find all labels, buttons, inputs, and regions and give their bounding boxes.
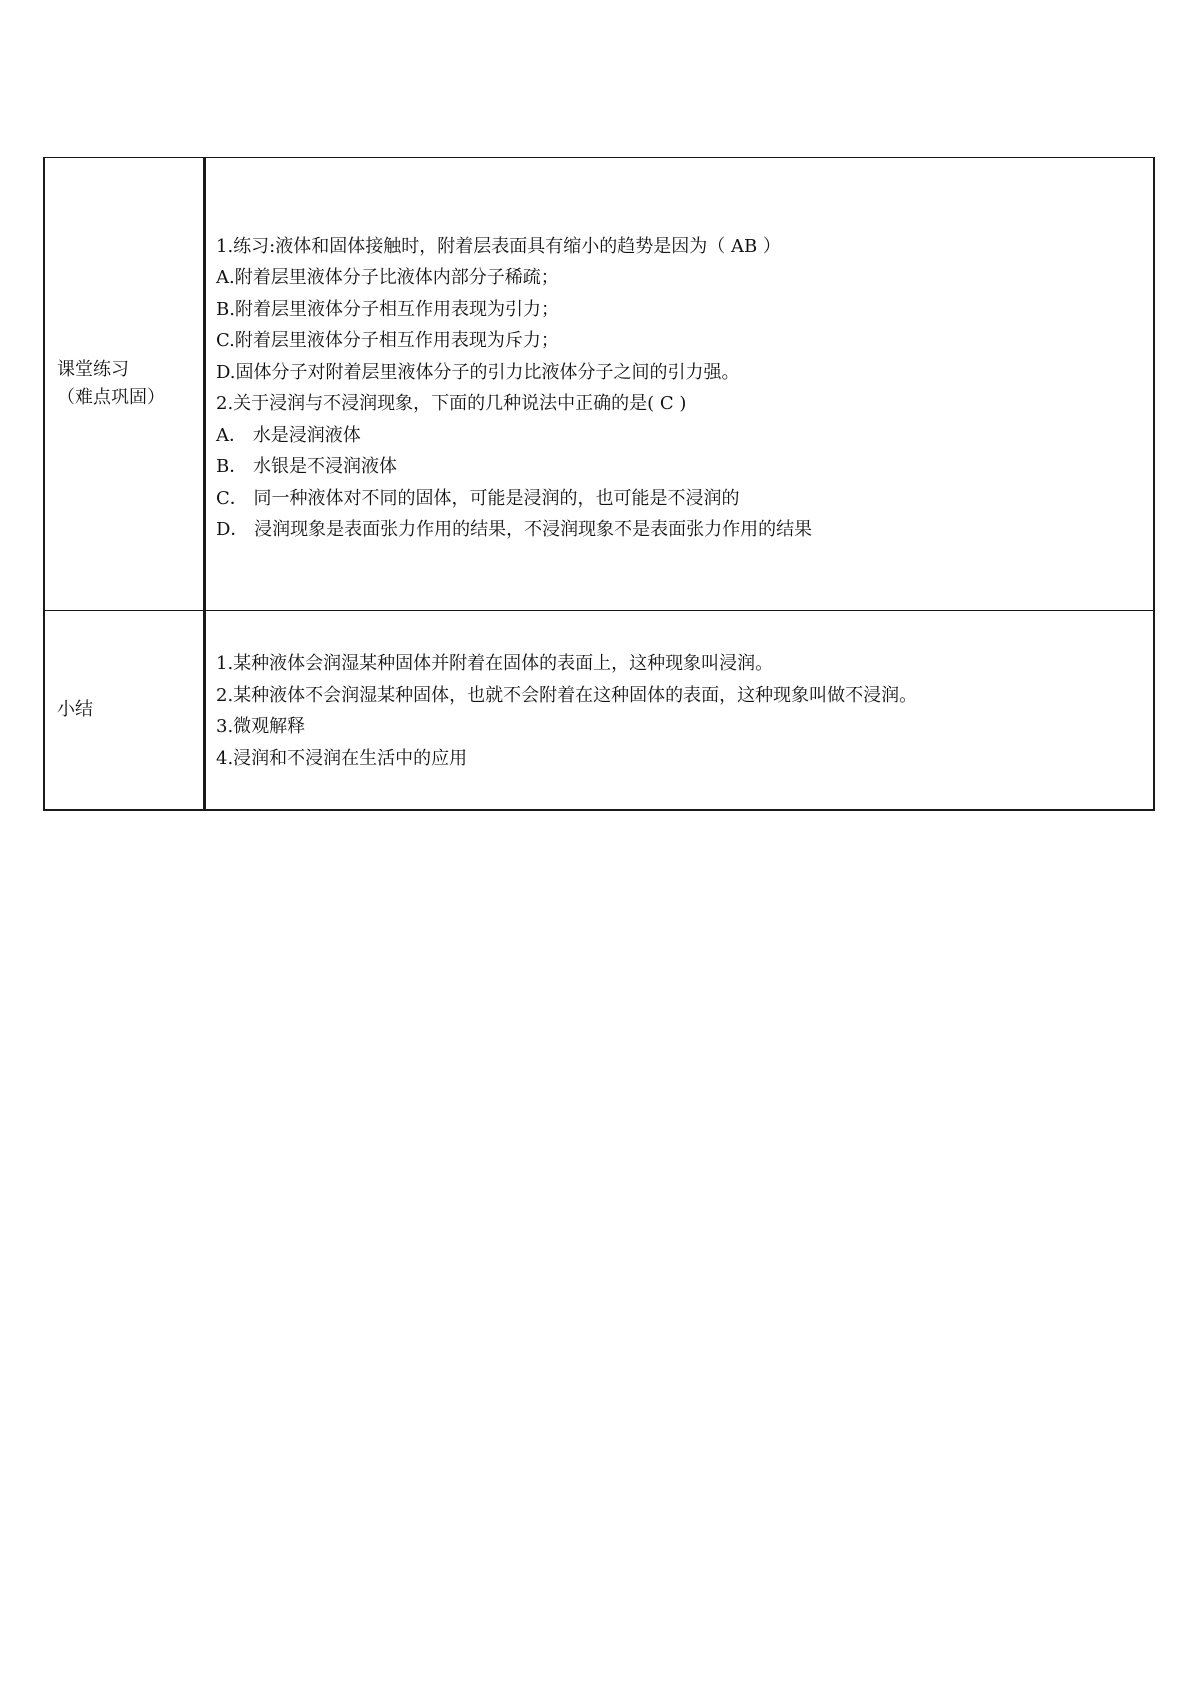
- practice-row: [44, 158, 1154, 611]
- question-1-stem: 1.练习:液体和固体接触时，附着层表面具有缩小的趋势是因为（ AB ）: [216, 235, 781, 257]
- question-1-option-a: A.附着层里液体分子比液体内部分子稀疏；: [216, 267, 559, 288]
- question-2-option-a: A． 水是浸润液体: [216, 424, 361, 446]
- question-2-stem: 2.关于浸润与不浸润现象，下面的几种说法中正确的是( C ): [216, 393, 687, 414]
- summary-item-4: 4.浸润和不浸润在生活中的应用: [216, 747, 468, 769]
- summary-content: [216, 646, 1153, 774]
- summary-label-cell: [44, 611, 205, 811]
- question-1-option-b: B.附着层里液体分子相互作用表现为引力；: [216, 298, 559, 320]
- summary-item-3: 3.微观解释: [216, 716, 306, 737]
- question-2-option-b: B． 水银是不浸润液体: [216, 456, 397, 477]
- summary-item-1: 1.某种液体会润湿某种固体并附着在固体的表面上，这种现象叫浸润。: [216, 653, 774, 674]
- practice-label-cell: [44, 158, 205, 611]
- summary-label: 小结: [57, 699, 93, 720]
- lesson-table: [43, 157, 1155, 811]
- practice-content: [216, 223, 1153, 546]
- question-2-option-d: D． 浸润现象是表面张力作用的结果，不浸润现象不是表面张力作用的结果: [216, 519, 813, 540]
- summary-row: [44, 611, 1154, 811]
- practice-label: 课堂练习: [57, 359, 129, 380]
- question-1-option-d: D.固体分子对附着层里液体分子的引力比液体分子之间的引力强。: [216, 361, 740, 383]
- summary-item-2: 2.某种液体不会润湿某种固体，也就不会附着在这种固体的表面，这种现象叫做不浸润。: [216, 684, 918, 706]
- question-2-option-c: C． 同一种液体对不同的固体，可能是浸润的，也可能是不浸润的: [216, 487, 740, 509]
- question-1-option-c: C.附着层里液体分子相互作用表现为斥力；: [216, 330, 559, 351]
- practice-content-cell: [205, 158, 1155, 611]
- practice-sublabel: （难点巩固）: [57, 387, 165, 408]
- summary-content-cell: [205, 611, 1155, 811]
